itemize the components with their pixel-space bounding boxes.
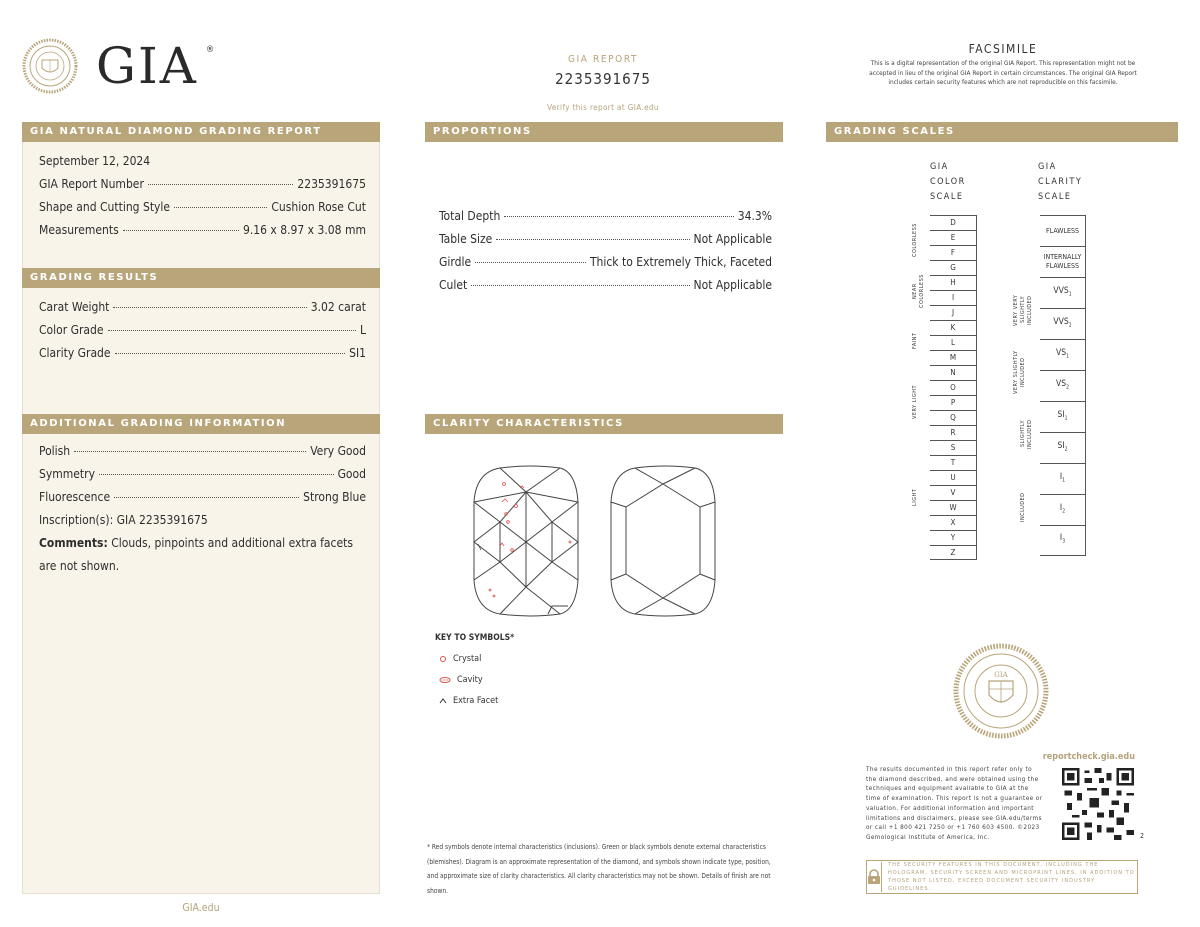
clarity-group-si: SLIGHTLY INCLUDED xyxy=(1020,419,1033,449)
color-grade-cell: D xyxy=(930,215,977,230)
security-notice xyxy=(866,860,1138,894)
clarity-grade-cell xyxy=(1040,432,1086,463)
clarity-grade-subscript: 1 xyxy=(1066,353,1069,360)
clarity-grade-label: VVS xyxy=(1053,285,1069,296)
svg-text:GIA: GIA xyxy=(994,671,1008,679)
clarity-grade-cell xyxy=(1040,308,1086,339)
section-proportions: PROPORTIONS xyxy=(425,122,783,142)
polish-value: Very Good xyxy=(310,444,366,458)
color-scale-title-line: GIA xyxy=(930,162,949,172)
color-group-light: LIGHT xyxy=(912,488,918,506)
clarity-scale-title xyxy=(1038,160,1082,205)
color-scale-title xyxy=(930,160,966,205)
report-number-label: GIA Report Number xyxy=(39,177,144,191)
clarity-grade-text xyxy=(1058,411,1068,424)
section-grading-scales: GRADING SCALES xyxy=(826,122,1178,142)
clarity-value: SI1 xyxy=(349,346,366,360)
girdle-value: Thick to Extremely Thick, Faceted xyxy=(589,255,772,269)
color-scale-title-line: SCALE xyxy=(930,192,964,202)
culet-label: Culet xyxy=(439,278,468,292)
girdle-label: Girdle xyxy=(439,255,472,269)
clarity-grade-label: I xyxy=(1059,502,1063,513)
color-scale-title-line: COLOR xyxy=(930,177,966,187)
key-extra-facet-label: Extra Facet xyxy=(453,696,499,706)
disclaimer-text: The results documented in this report refer only to the diamond described, and were obtained using the techniques and equipment available to GIA at the time of examination. This report is not a guarantee or valuation. For additional information and important limitations and disclaimers, please see GIA.edu/terms or call +1 800 421 7250 or +1 760 603 4500. ©2023 Gemological Institute of America, Inc. xyxy=(866,765,1043,841)
color-scale xyxy=(930,215,977,560)
total-depth-value: 34.3% xyxy=(737,209,772,223)
shape-row xyxy=(39,200,366,214)
table-row xyxy=(439,232,772,246)
security-text: THE SECURITY FEATURES IN THIS DOCUMENT, INCLUDING THE HOLOGRAM, SECURITY SCREEN AND MICROPRINT LINES, IN ADDITION TO THOSE NOT LISTED, EXCEED DOCUMENT SECURITY INDUSTRY GUIDELINES. xyxy=(888,862,1135,892)
lock-icon xyxy=(867,862,882,892)
table-value: Not Applicable xyxy=(693,232,772,246)
color-grade-cell: T xyxy=(930,455,977,470)
clarity-grade-text xyxy=(1056,380,1069,393)
color-grade-cell: Y xyxy=(930,530,977,545)
key-cavity-label: Cavity xyxy=(457,675,483,685)
clarity-grade-label: SI xyxy=(1057,440,1065,451)
clarity-grade-label: VVS xyxy=(1053,316,1069,327)
section-natural-report: GIA NATURAL DIAMOND GRADING REPORT xyxy=(22,122,380,142)
clarity-grade-text xyxy=(1053,287,1071,300)
color-grade-cell: L xyxy=(930,335,977,350)
clarity-grade-label: I xyxy=(1059,471,1063,482)
cavity-icon xyxy=(439,676,451,684)
clarity-grade-text xyxy=(1053,318,1071,331)
color-grade-cell: S xyxy=(930,440,977,455)
measurements-row xyxy=(39,223,366,237)
clarity-grade-subscript: 1 xyxy=(1068,291,1072,298)
section-clarity-characteristics: CLARITY CHARACTERISTICS xyxy=(425,414,783,434)
report-label: GIA REPORT xyxy=(567,54,639,65)
clarity-grade-subscript: 2 xyxy=(1064,446,1068,453)
shape-label: Shape and Cutting Style xyxy=(39,200,171,214)
color-grade-cell: U xyxy=(930,470,977,485)
reportcheck-link[interactable]: reportcheck.gia.edu xyxy=(1042,752,1135,762)
clarity-grade-label: INTERNALLY xyxy=(1043,253,1082,261)
clarity-grade-label-line2: FLAWLESS xyxy=(1046,262,1079,270)
key-crystal-label: Crystal xyxy=(453,654,482,664)
key-cavity xyxy=(439,675,483,685)
clarity-scale xyxy=(1040,215,1086,556)
color-grade-cell: W xyxy=(930,500,977,515)
color-grade-cell: M xyxy=(930,350,977,365)
comments-text: Clouds, pinpoints and additional extra facets xyxy=(107,536,353,550)
shape-value: Cushion Rose Cut xyxy=(271,200,366,214)
clarity-grade-label: VS xyxy=(1056,347,1067,358)
key-extra-facet xyxy=(439,696,498,706)
clarity-grade-cell xyxy=(1040,370,1086,401)
comments xyxy=(39,532,366,555)
clarity-scale-title-line: CLARITY xyxy=(1038,177,1083,187)
report-number-row xyxy=(39,177,366,191)
clarity-grade-cell xyxy=(1040,339,1086,370)
qr-code-icon[interactable] xyxy=(1062,768,1134,840)
clarity-grade-text xyxy=(1060,473,1065,486)
clarity-grade-subscript: 1 xyxy=(1062,477,1066,484)
carat-row xyxy=(39,300,366,314)
clarity-grade-label: VS xyxy=(1056,378,1067,389)
color-grade-cell: K xyxy=(930,320,977,335)
clarity-grade-cell xyxy=(1040,525,1086,556)
fluorescence-label: Fluorescence xyxy=(39,490,111,504)
color-label: Color Grade xyxy=(39,323,104,337)
color-row xyxy=(39,323,366,337)
gia-logo-text: GIA xyxy=(96,37,198,95)
color-grade-cell: Z xyxy=(930,545,977,560)
culet-row xyxy=(439,278,772,292)
color-group-near-colorless: NEAR COLORLESS xyxy=(912,274,925,308)
color-grade-cell: Q xyxy=(930,410,977,425)
clarity-group-vs: VERY SLIGHTLY INCLUDED xyxy=(1013,350,1026,394)
registered-mark: ® xyxy=(206,45,215,55)
color-grade-cell: I xyxy=(930,290,977,305)
girdle-row xyxy=(439,255,772,269)
clarity-grade-cell xyxy=(1040,246,1086,277)
clarity-grade-label: FLAWLESS xyxy=(1046,226,1079,235)
clarity-grade-label: I xyxy=(1059,533,1063,544)
clarity-grade-label: SI xyxy=(1057,409,1065,420)
clarity-grade-cell xyxy=(1040,277,1086,308)
clarity-grade-cell xyxy=(1040,401,1086,432)
measurements-label: Measurements xyxy=(39,223,119,237)
carat-label: Carat Weight xyxy=(39,300,110,314)
clarity-grade-cell xyxy=(1040,494,1086,525)
clarity-group-vvs: VERY VERY SLIGHTLY INCLUDED xyxy=(1013,294,1033,326)
clarity-grade-subscript: 1 xyxy=(1064,415,1068,422)
clarity-grade-subscript: 3 xyxy=(1062,538,1066,545)
gia-edu-link[interactable]: GIA.edu xyxy=(182,902,220,914)
section-grading-results: GRADING RESULTS xyxy=(22,268,380,288)
color-grade-cell: H xyxy=(930,275,977,290)
section-additional: ADDITIONAL GRADING INFORMATION xyxy=(22,414,380,434)
color-grade-cell: O xyxy=(930,380,977,395)
extra-facet-icon xyxy=(439,697,447,705)
table-label: Table Size xyxy=(439,232,493,246)
color-group-very-light: VERY LIGHT xyxy=(912,385,918,419)
clarity-group-included: INCLUDED xyxy=(1020,492,1026,522)
fluorescence-value: Strong Blue xyxy=(303,490,366,504)
clarity-scale-title-line: GIA xyxy=(1038,162,1057,172)
clarity-plot-diagram xyxy=(470,462,740,620)
culet-value: Not Applicable xyxy=(693,278,772,292)
color-grade-cell: J xyxy=(930,305,977,320)
clarity-grade-cell xyxy=(1040,463,1086,494)
fluorescence-row xyxy=(39,490,366,504)
clarity-grade-subscript: 2 xyxy=(1066,384,1069,391)
clarity-grade-text xyxy=(1044,253,1082,262)
polish-label: Polish xyxy=(39,444,71,458)
comments-label: Comments: xyxy=(39,536,108,550)
color-grade-cell: R xyxy=(930,425,977,440)
clarity-grade-text xyxy=(1058,442,1068,455)
carat-value: 3.02 carat xyxy=(310,300,366,314)
crystal-icon xyxy=(439,655,447,663)
clarity-grade-text xyxy=(1060,504,1065,517)
qr-number: 2 xyxy=(1140,832,1145,840)
color-grade-cell: G xyxy=(930,260,977,275)
color-grade-cell: P xyxy=(930,395,977,410)
polish-row xyxy=(39,444,366,458)
clarity-grade-subscript: 2 xyxy=(1068,322,1072,329)
report-number-value: 2235391675 xyxy=(297,177,366,191)
symmetry-value: Good xyxy=(337,467,366,481)
clarity-label: Clarity Grade xyxy=(39,346,111,360)
left-panel-background xyxy=(22,122,380,894)
report-number-header: 2235391675 xyxy=(555,70,651,88)
measurements-value: 9.16 x 8.97 x 3.08 mm xyxy=(242,223,366,237)
total-depth-label: Total Depth xyxy=(439,209,501,223)
clarity-grade-text xyxy=(1056,349,1069,362)
color-value: L xyxy=(359,323,366,337)
total-depth-row xyxy=(439,209,772,223)
facsimile-title: FACSIMILE xyxy=(968,42,1038,56)
report-date: September 12, 2024 xyxy=(39,154,151,168)
color-grade-cell: X xyxy=(930,515,977,530)
color-group-faint: FAINT xyxy=(912,332,918,350)
clarity-grade-text xyxy=(1046,227,1079,236)
clarity-grade-cell xyxy=(1040,215,1086,246)
inscription: Inscription(s): GIA 2235391675 xyxy=(39,513,208,527)
color-grade-cell: N xyxy=(930,365,977,380)
footnote: * Red symbols denote internal characteristics (inclusions). Green or black symbols denote external characteristics (blemishes). Diagram is an approximate representation of the diamond, and symbols shown indicate type, position, and approximate size of clarity characteristics. All clarity characteristics may not be shown. Details of finish are not shown. xyxy=(427,843,771,895)
color-grade-cell: E xyxy=(930,230,977,245)
symmetry-label: Symmetry xyxy=(39,467,95,481)
clarity-grade-text xyxy=(1060,534,1065,547)
facsimile-text: This is a digital representation of the original GIA Report. This representation might not be accepted in lieu of the original GIA Report in certain circumstances. The original GIA Report includes certain security features which are not reproducible on this facsimile. xyxy=(869,59,1137,86)
color-group-colorless: COLORLESS xyxy=(912,223,918,257)
gia-seal-emblem xyxy=(953,643,1049,739)
gia-seal-logo xyxy=(22,38,78,94)
comments-text-2: are not shown. xyxy=(39,559,120,573)
key-to-symbols-title: KEY TO SYMBOLS* xyxy=(435,633,515,643)
clarity-row xyxy=(39,346,366,360)
color-grade-cell: F xyxy=(930,245,977,260)
clarity-grade-subscript: 2 xyxy=(1062,508,1066,515)
verify-link[interactable]: Verify this report at GIA.edu xyxy=(547,103,659,112)
symmetry-row xyxy=(39,467,366,481)
clarity-scale-title-line: SCALE xyxy=(1038,192,1072,202)
color-grade-cell: V xyxy=(930,485,977,500)
key-crystal xyxy=(439,654,481,664)
